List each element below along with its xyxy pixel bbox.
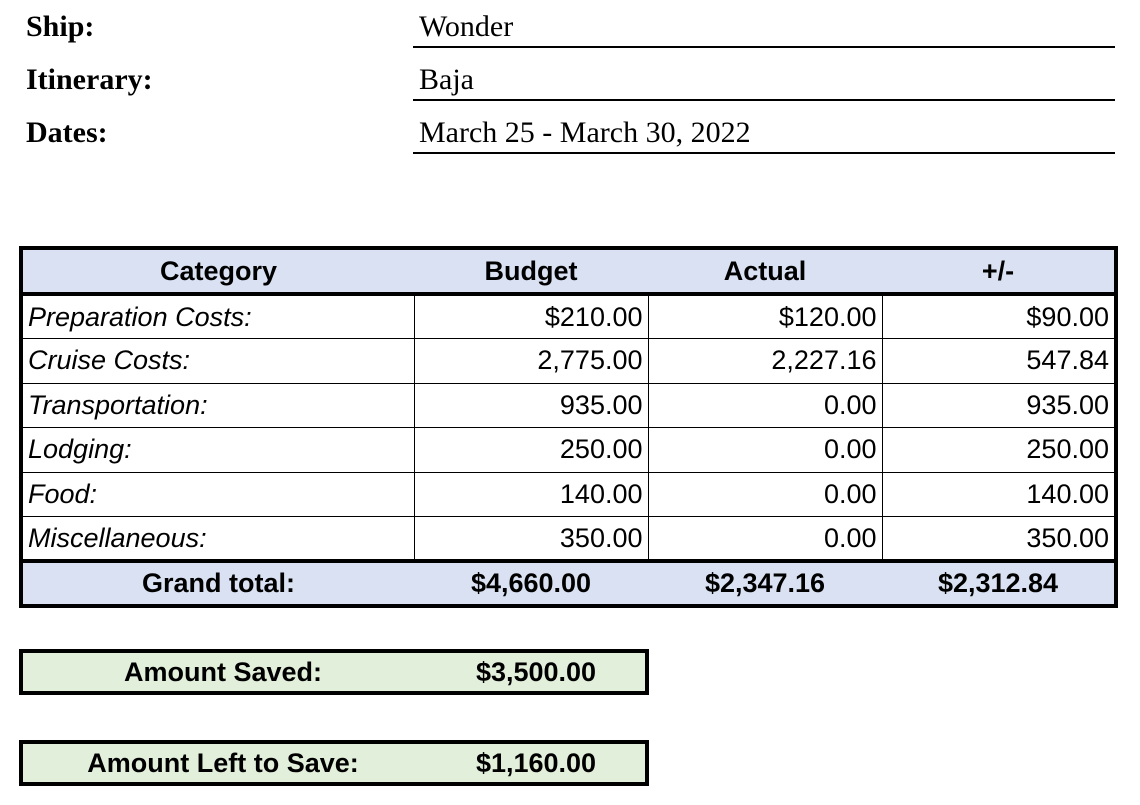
info-row-itinerary	[0, 53, 1140, 105]
info-row-ship	[0, 0, 1140, 52]
row-difference: 547.84	[882, 339, 1116, 384]
row-difference: 250.00	[882, 428, 1116, 473]
table-header-row	[21, 248, 1116, 294]
row-budget: 935.00	[414, 383, 648, 428]
ship-value: Wonder	[413, 10, 1115, 48]
table-row	[21, 383, 1116, 428]
ship-label: Ship:	[26, 10, 95, 43]
itinerary-label: Itinerary:	[26, 63, 153, 96]
row-difference: 935.00	[882, 383, 1116, 428]
amount-saved-value: $3,500.00	[475, 657, 597, 687]
row-difference: 140.00	[882, 472, 1116, 517]
row-difference: $90.00	[882, 294, 1116, 339]
table-row	[21, 339, 1116, 384]
row-budget: 2,775.00	[414, 339, 648, 384]
amount-saved-label: Amount Saved:	[123, 657, 323, 687]
row-category: Cruise Costs:	[21, 339, 414, 384]
header-category: Category	[159, 255, 278, 286]
row-category: Preparation Costs:	[21, 294, 414, 339]
table-row	[21, 428, 1116, 473]
grand-total-difference: $2,312.84	[937, 568, 1059, 598]
table-row	[21, 472, 1116, 517]
header-difference: +/-	[981, 255, 1015, 286]
header-budget: Budget	[484, 255, 578, 286]
amount-left-value: $1,160.00	[475, 748, 597, 778]
row-actual: 0.00	[648, 472, 882, 517]
row-category: Food:	[21, 472, 414, 517]
amount-left-box	[19, 740, 649, 786]
row-budget: $210.00	[414, 294, 648, 339]
amount-saved-box	[19, 649, 649, 695]
row-actual: $120.00	[648, 294, 882, 339]
grand-total-actual: $2,347.16	[704, 568, 826, 598]
row-budget: 250.00	[414, 428, 648, 473]
row-budget: 140.00	[414, 472, 648, 517]
row-category: Transportation:	[21, 383, 414, 428]
itinerary-value: Baja	[413, 63, 1115, 101]
grand-total-label: Grand total:	[142, 568, 295, 598]
row-category: Miscellaneous:	[21, 517, 414, 562]
amount-left-label: Amount Left to Save:	[87, 748, 359, 778]
row-actual: 0.00	[648, 517, 882, 562]
row-budget: 350.00	[414, 517, 648, 562]
info-row-dates	[0, 106, 1140, 158]
row-actual: 2,227.16	[648, 339, 882, 384]
header-actual: Actual	[723, 255, 807, 286]
row-category: Lodging:	[21, 428, 414, 473]
grand-total-row	[21, 561, 1116, 606]
row-actual: 0.00	[648, 428, 882, 473]
dates-value: March 25 - March 30, 2022	[413, 116, 1115, 154]
row-actual: 0.00	[648, 383, 882, 428]
row-difference: 350.00	[882, 517, 1116, 562]
grand-total-budget: $4,660.00	[470, 568, 592, 598]
table-row	[21, 517, 1116, 562]
dates-label: Dates:	[26, 116, 108, 149]
table-row	[21, 294, 1116, 339]
budget-table	[19, 246, 1118, 608]
